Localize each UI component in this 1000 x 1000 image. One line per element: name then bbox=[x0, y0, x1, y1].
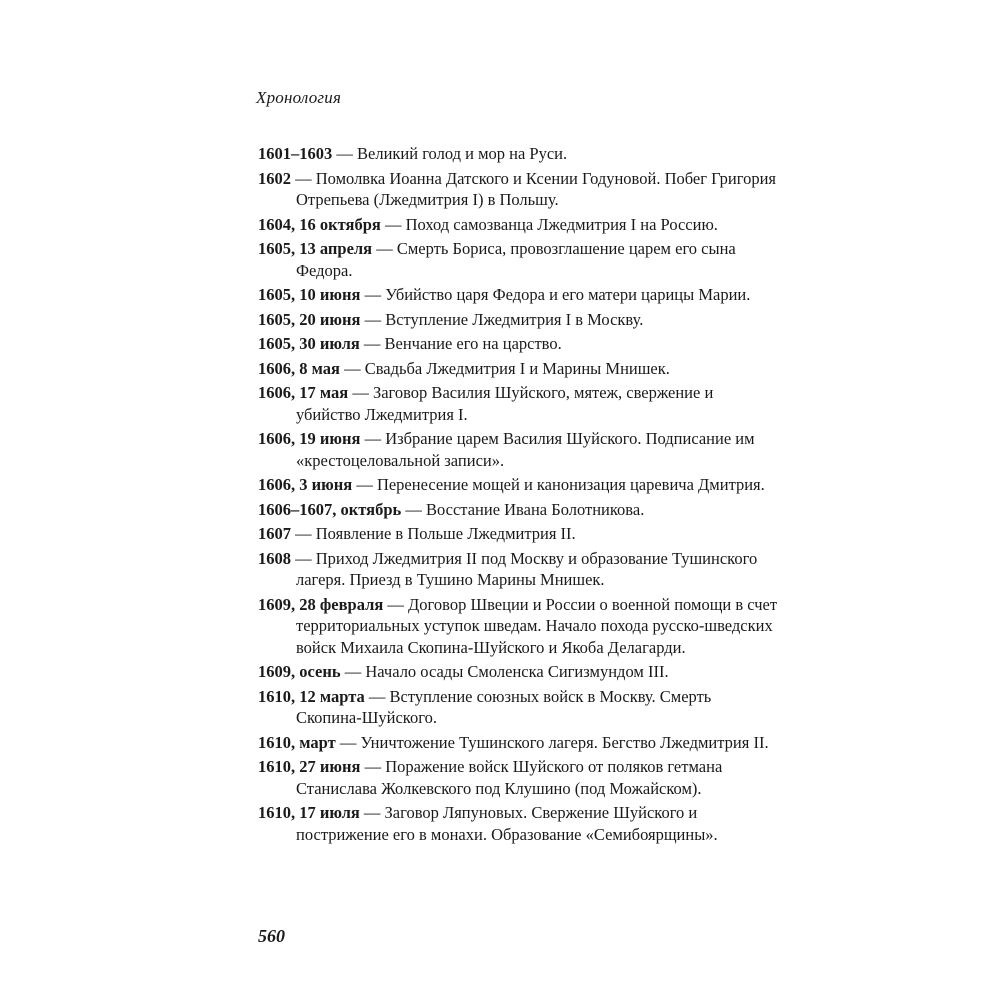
entry-date: 1601–1603 bbox=[258, 144, 333, 163]
chronology-entry bbox=[258, 732, 778, 754]
entry-text: — Восстание Ивана Болотникова. bbox=[401, 499, 645, 519]
chronology-entry bbox=[258, 499, 778, 521]
entry-date: 1608 bbox=[258, 548, 291, 568]
chronology-entry bbox=[258, 309, 778, 331]
entry-date: 1610, 12 марта bbox=[258, 686, 365, 706]
chronology-entry bbox=[258, 686, 778, 729]
entry-date: 1604, 16 октября bbox=[258, 214, 381, 234]
entry-date: 1610, 17 июля bbox=[258, 803, 360, 822]
entry-date: 1605, 30 июля bbox=[258, 334, 360, 353]
chronology-entry bbox=[258, 382, 778, 425]
entry-text: — Поражение войск Шуйского от поляков гетмана Станислава Жолкевского под Клушино (под Можайском). bbox=[296, 757, 723, 798]
entry-text: — Венчание его на царство. bbox=[359, 334, 562, 353]
entry-date: 1609, осень bbox=[258, 662, 341, 681]
running-header: Хронология bbox=[256, 88, 342, 107]
entry-text: — Смерть Бориса, провозглашение царем его сына Федора. bbox=[296, 239, 736, 280]
entry-text: — Избрание царем Василия Шуйского. Подписание им «крестоцеловальной записи». bbox=[296, 429, 755, 470]
entry-text: — Заговор Василия Шуйского, мятеж, свержение и убийство Лжедмитрия I. bbox=[296, 383, 714, 424]
entry-date: 1605, 13 апреля bbox=[258, 239, 373, 258]
chronology-entry bbox=[258, 594, 778, 659]
entry-text: — Перенесение мощей и канонизация царевича Дмитрия. bbox=[352, 475, 765, 494]
entry-date: 1606, 3 июня bbox=[258, 475, 353, 494]
entry-date: 1609, 28 февраля bbox=[258, 594, 384, 614]
entry-text: — Вступление союзных войск в Москву. Смерть Скопина-Шуйского. bbox=[296, 686, 712, 727]
entry-date: 1605, 20 июня bbox=[258, 309, 361, 329]
entry-text: — Великий голод и мор на Руси. bbox=[332, 144, 568, 163]
chronology-list bbox=[258, 143, 778, 848]
entry-text: — Поход самозванца Лжедмитрия I на Россию. bbox=[380, 214, 718, 234]
chronology-entry bbox=[258, 214, 778, 236]
chronology-entry bbox=[258, 756, 778, 799]
entry-text: — Свадьба Лжедмитрия I и Марины Мнишек. bbox=[339, 358, 670, 378]
chronology-entry bbox=[258, 168, 778, 211]
entry-text: — Заговор Ляпуновых. Свержение Шуйского и пострижение его в монахи. Образование «Семибоярщины». bbox=[296, 803, 718, 844]
entry-text: — Уничтожение Тушинского лагеря. Бегство Лжедмитрия II. bbox=[335, 732, 769, 752]
chronology-entry bbox=[258, 428, 778, 471]
entry-date: 1602 bbox=[258, 168, 291, 188]
entry-date: 1606, 19 июня bbox=[258, 429, 361, 448]
chronology-entry bbox=[258, 238, 778, 281]
chronology-entry bbox=[258, 802, 778, 845]
entry-date: 1610, 27 июня bbox=[258, 757, 361, 776]
entry-date: 1606–1607, октябрь bbox=[258, 499, 402, 519]
chronology-entry bbox=[258, 474, 778, 496]
entry-date: 1606, 8 мая bbox=[258, 358, 340, 378]
entry-date: 1607 bbox=[258, 524, 291, 543]
entry-text: — Начало осады Смоленска Сигизмундом III. bbox=[340, 662, 669, 681]
chronology-entry bbox=[258, 548, 778, 591]
entry-text: — Убийство царя Федора и его матери царицы Марии. bbox=[360, 285, 751, 304]
entry-date: 1610, март bbox=[258, 732, 336, 752]
entry-text: — Приход Лжедмитрия II под Москву и образование Тушинского лагеря. Приезд в Тушино Марины Мнишек. bbox=[291, 548, 758, 589]
chronology-entry bbox=[258, 661, 778, 683]
chronology-entry bbox=[258, 143, 778, 165]
entry-text: — Появление в Польше Лжедмитрия II. bbox=[291, 524, 576, 543]
entry-text: — Договор Швеции и России о военной помощи в счет территориальных уступок шведам. Начало похода русско-шведских войск Михаила Скопина-Шуйского и Якоба Делагарди. bbox=[296, 594, 778, 657]
chronology-entry bbox=[258, 333, 778, 355]
entry-text: — Вступление Лжедмитрия I в Москву. bbox=[360, 309, 644, 329]
page-number: 560 bbox=[258, 926, 285, 946]
chronology-entry bbox=[258, 358, 778, 380]
entry-date: 1605, 10 июня bbox=[258, 285, 361, 304]
chronology-entry bbox=[258, 523, 778, 545]
entry-text: — Помолвка Иоанна Датского и Ксении Годуновой. Побег Григория Отрепьева (Лжедмитрия I) в Польшу. bbox=[291, 168, 776, 209]
entry-date: 1606, 17 мая bbox=[258, 383, 349, 402]
chronology-entry bbox=[258, 284, 778, 306]
